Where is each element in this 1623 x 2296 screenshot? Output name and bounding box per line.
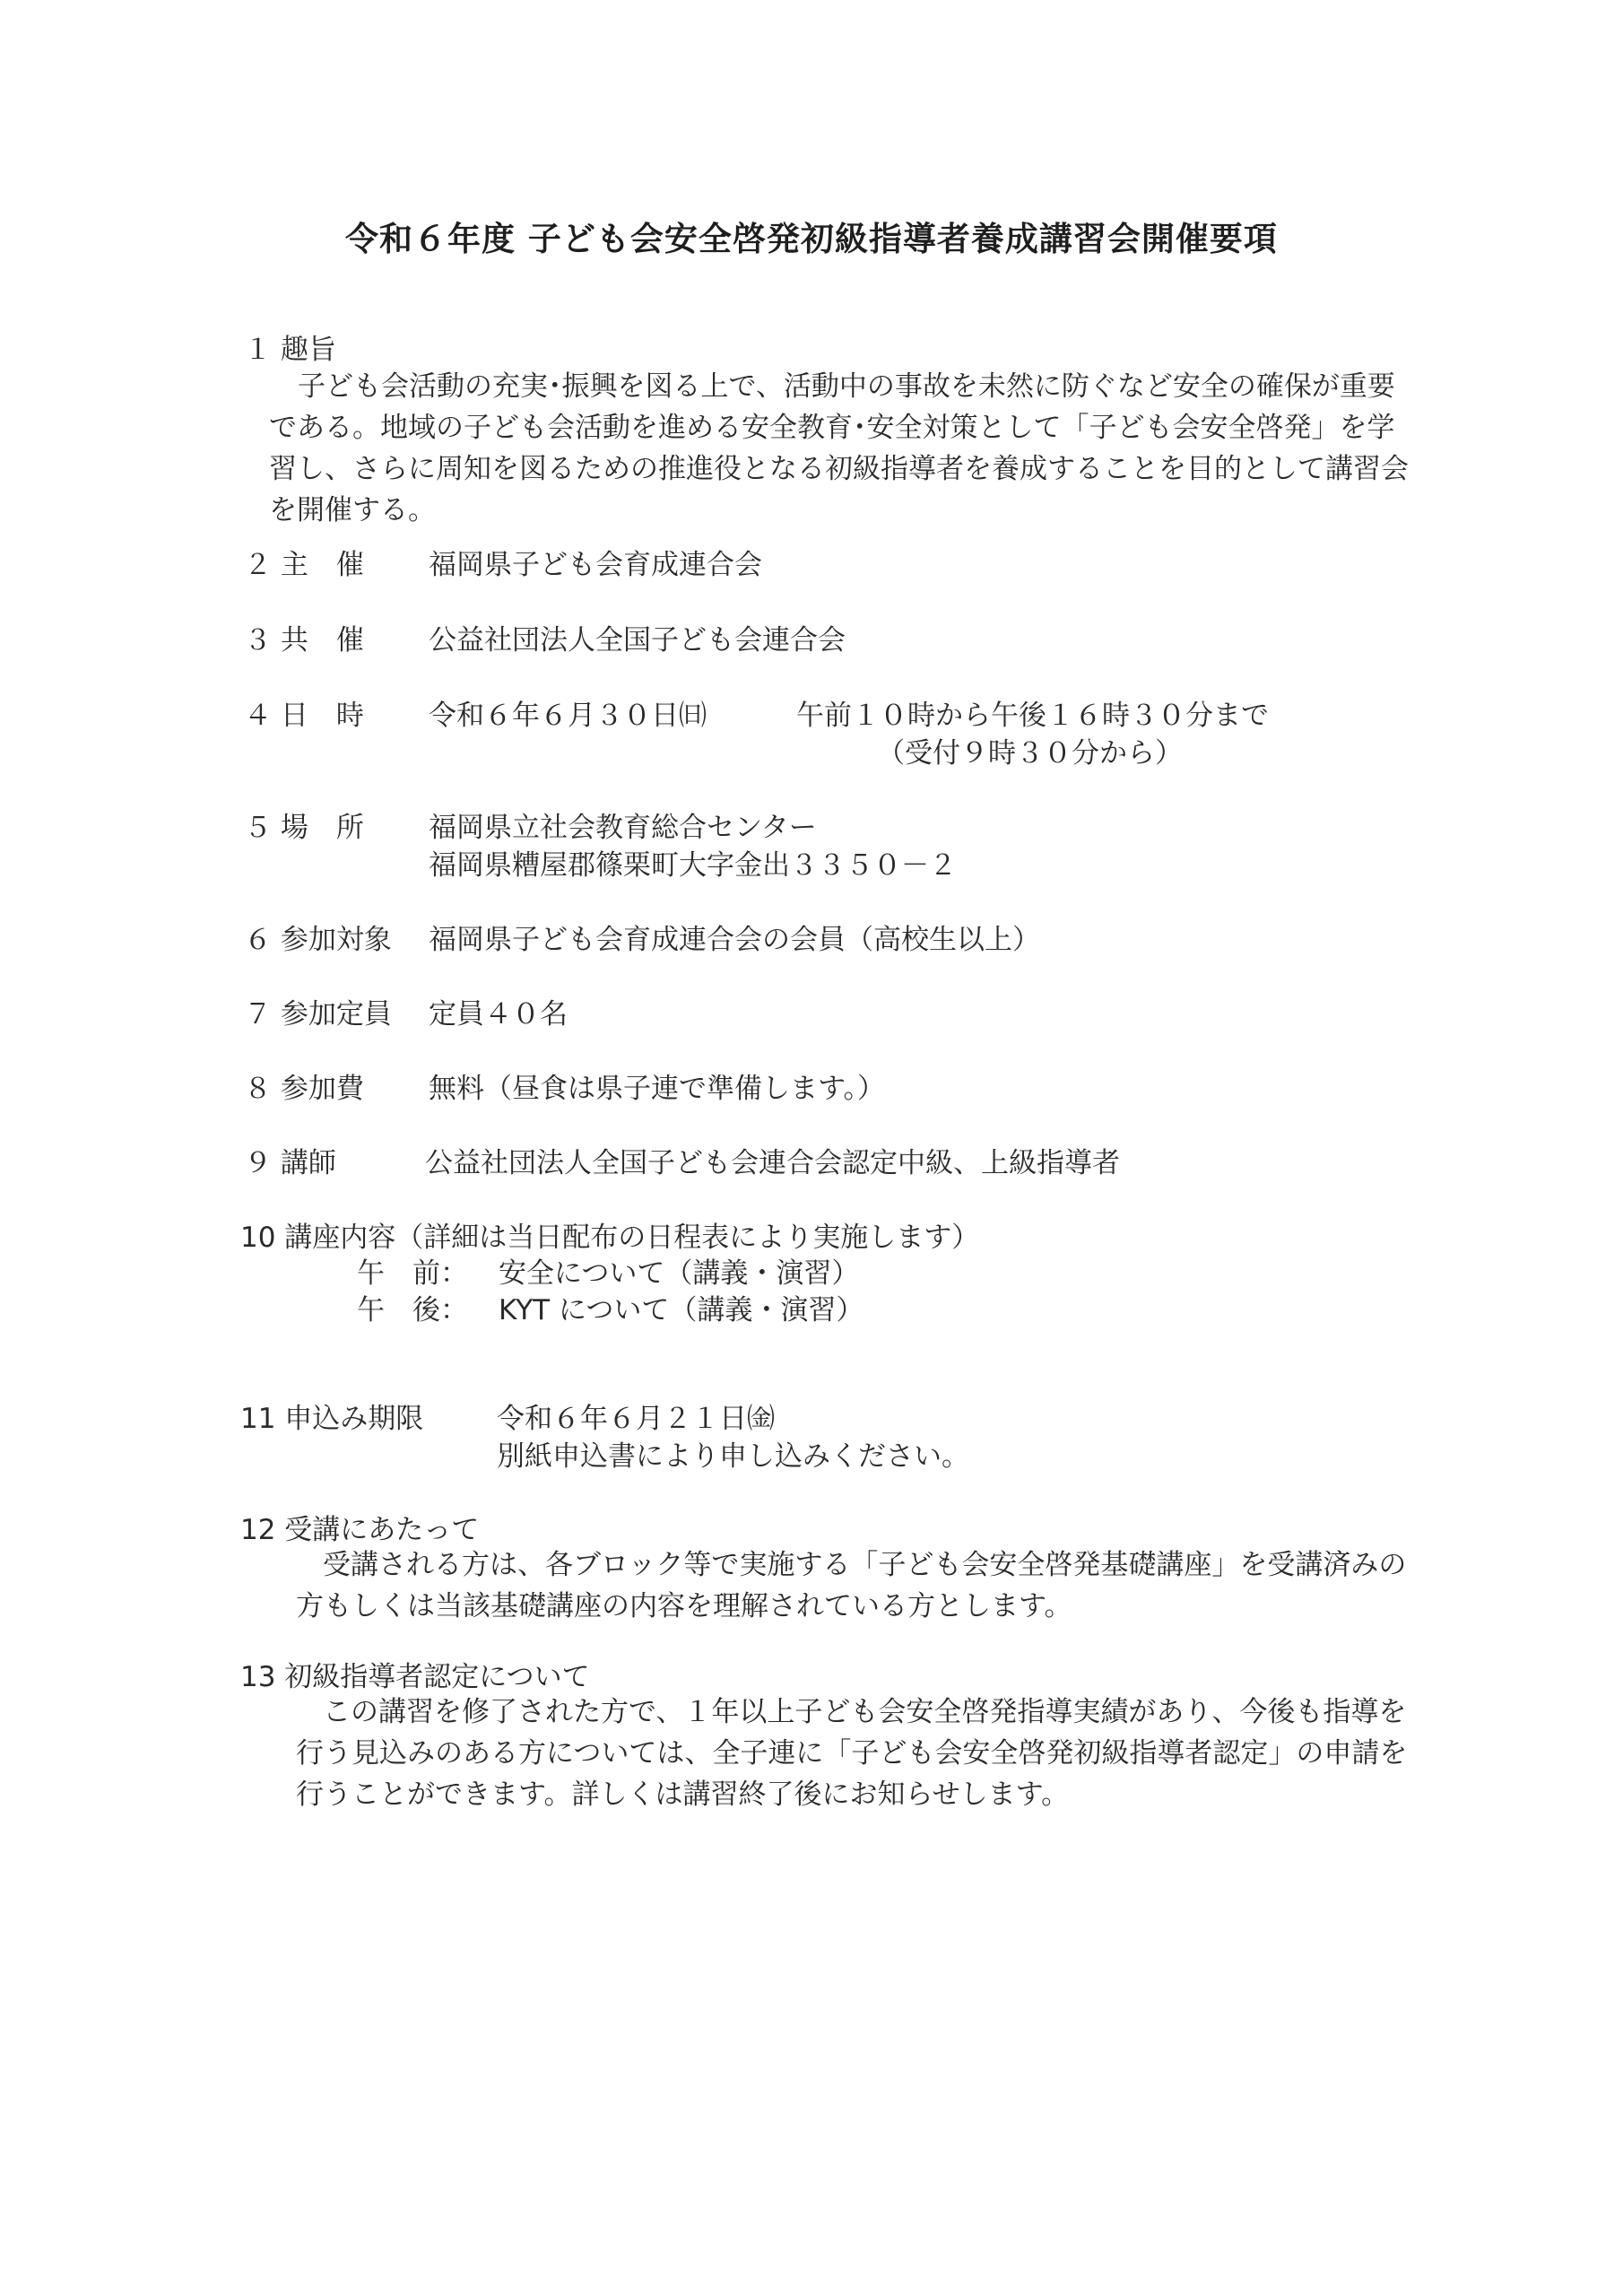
- section-11-date: 令和６年６月２１日㈮: [497, 1403, 775, 1435]
- section-13-line: 行う見込みのある方については、全子連に「子ども会安全啓発初級指導者認定」の申請を: [296, 1737, 1408, 1770]
- section-8-label: ８ 参加費: [244, 1073, 364, 1105]
- section-5-venue: 福岡県立社会教育総合センター: [429, 812, 817, 844]
- section-11-note: 別紙申込書により申し込みください。: [497, 1440, 969, 1473]
- section-1-line: 子ども会活動の充実･振興を図る上で、活動中の事故を未然に防ぐなど安全の確保が重要: [298, 370, 1395, 403]
- section-1-line: である。地域の子ども会活動を進める安全教育･安全対策として「子ども会安全啓発」を学: [269, 412, 1395, 444]
- section-4-label: ４ 日 時: [244, 700, 364, 732]
- section-12-heading: 12 受講にあたって: [240, 1514, 480, 1546]
- section-9-label: ９ 講師: [244, 1147, 336, 1179]
- section-5-address: 福岡県糟屋郡篠栗町大字金出３３５０－２: [429, 849, 957, 882]
- section-10-pm-value: KYT について（講義・演習）: [499, 1294, 864, 1326]
- section-1-line: 習し、さらに周知を図るための推進役となる初級指導者を養成することを目的として講習会: [269, 453, 1409, 485]
- section-10-am-value: 安全について（講義・演習）: [499, 1257, 860, 1290]
- section-10-heading: 10 講座内容（詳細は当日配布の日程表により実施します）: [240, 1222, 980, 1254]
- section-1-line: を開催する。: [269, 494, 436, 526]
- section-7-label: ７ 参加定員: [244, 998, 392, 1031]
- section-8-value: 無料（昼食は県子連で準備します。）: [429, 1073, 886, 1105]
- section-11-label: 11 申込み期限: [240, 1403, 424, 1435]
- section-13-body: [296, 1692, 1462, 1815]
- section-9-value: 公益社団法人全国子ども会連合会認定中級、上級指導者: [425, 1147, 1120, 1179]
- section-13-line: 行うことができます。詳しくは講習終了後にお知らせします。: [296, 1779, 1070, 1811]
- section-4-time: 午前１０時から午後１６時３０分まで: [796, 700, 1269, 732]
- section-7-value: 定員４０名: [429, 998, 568, 1031]
- section-3-value: 公益社団法人全国子ども会連合会: [429, 624, 846, 657]
- section-5-label: ５ 場 所: [244, 812, 364, 844]
- section-12-line: 受講される方は、各ブロック等で実施する「子ども会安全啓発基礎講座」を受講済みの: [323, 1549, 1407, 1581]
- section-4-reception: （受付９時３０分から）: [877, 737, 1183, 770]
- section-13-heading: 13 初級指導者認定について: [240, 1661, 590, 1693]
- section-1-body: [269, 366, 1453, 531]
- section-3-label: ３ 共 催: [244, 624, 364, 657]
- section-13-line: この講習を修了された方で、１年以上子ども会安全啓発指導実績があり、今後も指導を: [323, 1696, 1407, 1728]
- section-6-label: ６ 参加対象: [244, 924, 392, 956]
- section-10-pm-label: 午 後：: [357, 1294, 468, 1326]
- section-12-line: 方もしくは当該基礎講座の内容を理解されている方とします。: [296, 1590, 1072, 1622]
- document-title: 令和６年度 子ども会安全啓発初級指導者養成講習会開催要項: [345, 220, 1278, 258]
- section-2-label: ２ 主 催: [244, 549, 364, 581]
- section-12-body: [296, 1544, 1462, 1627]
- section-2-value: 福岡県子ども会育成連合会: [429, 549, 762, 581]
- section-4-date: 令和６年６月３０日㈰: [429, 700, 707, 732]
- section-6-value: 福岡県子ども会育成連合会の会員（高校生以上）: [429, 924, 1040, 956]
- section-1-heading: １ 趣旨: [244, 334, 336, 366]
- section-10-am-label: 午 前：: [357, 1257, 468, 1290]
